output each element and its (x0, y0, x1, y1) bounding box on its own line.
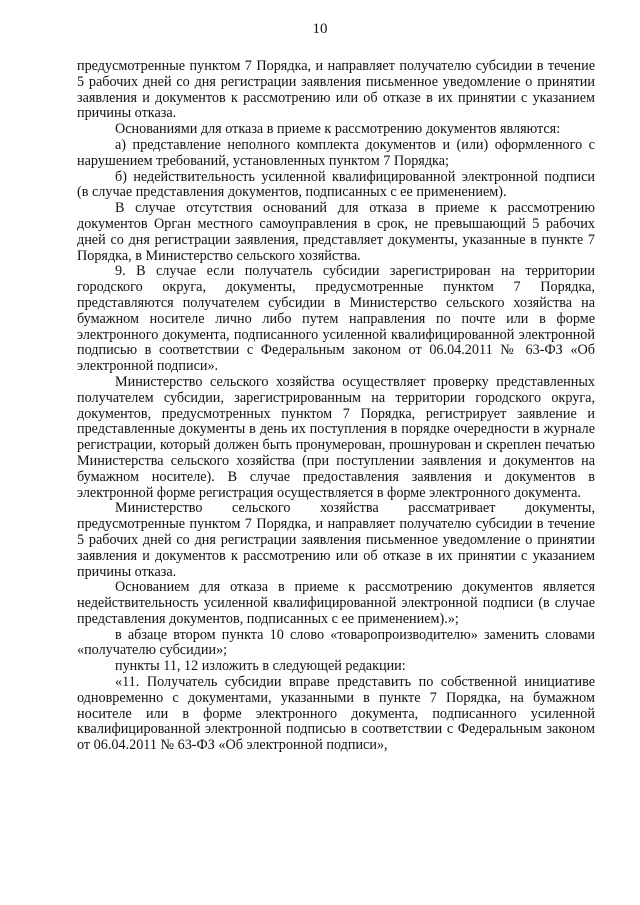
paragraph-ministry-check: Министерство сельского хозяйства осуществляет проверку представленных получателем субсидии, зарегистрированным на территории городского округа, документов, предусмотренных пунктом 7 Порядка, регистрирует заявление и представленные документы в день их поступления в порядке очередности в журнале регистрации, который должен быть пронумерован, прошнурован и скреплен печатью Министерства сельского хозяйства (при поступлении заявления и документов на бумажном носителе). В случае предоставления заявления и документов в электронной форме регистрация осуществляется в форме электронного документа. (77, 373, 595, 501)
paragraph-9: 9. В случае если получатель субсидии зарегистрирован на территории городского округа, документы, предусмотренные пунктом 7 Порядка, представляются получателем субсидии в Министерство сельского хозяйства на бумажном носителе лично либо путем направления по почте или в форме электронного документа, подписанного усиленной квалифицированной электронной подписью в соответствии с Федеральным законом от 06.04.2011 № 63-ФЗ «Об электронной подписи». (77, 263, 595, 375)
paragraph-ministry-review: Министерство сельского хозяйства рассматривает документы, предусмотренные пунктом 7 Порядка, и направляет получателю субсидии в течение 5 рабочих дней со дня регистрации заявления письменное уведомление о принятии заявления и документов к рассмотрению или об отказе в их принятии с указанием причины отказа. (77, 500, 595, 580)
paragraph-item-b: б) недействительность усиленной квалифицированной электронной подписи (в случае представления документов, подписанных с ее применением). (77, 168, 595, 201)
paragraph-continuation: предусмотренные пунктом 7 Порядка, и направляет получателю субсидии в течение 5 рабочих дней со дня регистрации заявления письменное уведомление о принятии заявления и документов к рассмотрению или об отказе в их принятии с указанием причины отказа. (77, 58, 595, 122)
paragraph-items-11-12-intro: пункты 11, 12 изложить в следующей редакции: (115, 658, 406, 675)
paragraph-item-10-amendment: в абзаце втором пункта 10 слово «товаропроизводителю» заменить словами «получателю субсидии»; (77, 626, 595, 659)
paragraph-item-a: а) представление неполного комплекта документов и (или) оформленного с нарушением требований, установленных пунктом 7 Порядка; (77, 136, 595, 169)
document-body (77, 59, 595, 754)
paragraph-refusal-grounds-heading: Основаниями для отказа в приеме к рассмотрению документов являются: (115, 121, 561, 138)
paragraph-refusal-ground: Основанием для отказа в приеме к рассмотрению документов является недействительность усиленной квалифицированной электронной подписи (в случае представления документов, подписанных с ее применением).»; (77, 579, 595, 627)
page-number: 10 (312, 21, 328, 37)
paragraph-no-refusal: В случае отсутствия оснований для отказа в приеме к рассмотрению документов Орган местного самоуправления в срок, не превышающий 5 рабочих дней со дня регистрации заявления, представляет документы, указанные в пункте 7 Порядка, в Министерство сельского хозяйства. (77, 200, 595, 264)
paragraph-11: «11. Получатель субсидии вправе представить по собственной инициативе одновременно с документами, указанными в пункте 7 Порядка, на бумажном носителе или в форме электронного документа, подписанного усиленной квалифицированной электронной подписью в соответствии с Федеральным законом от 06.04.2011 № 63-ФЗ «Об электронной подписи», (77, 674, 595, 754)
